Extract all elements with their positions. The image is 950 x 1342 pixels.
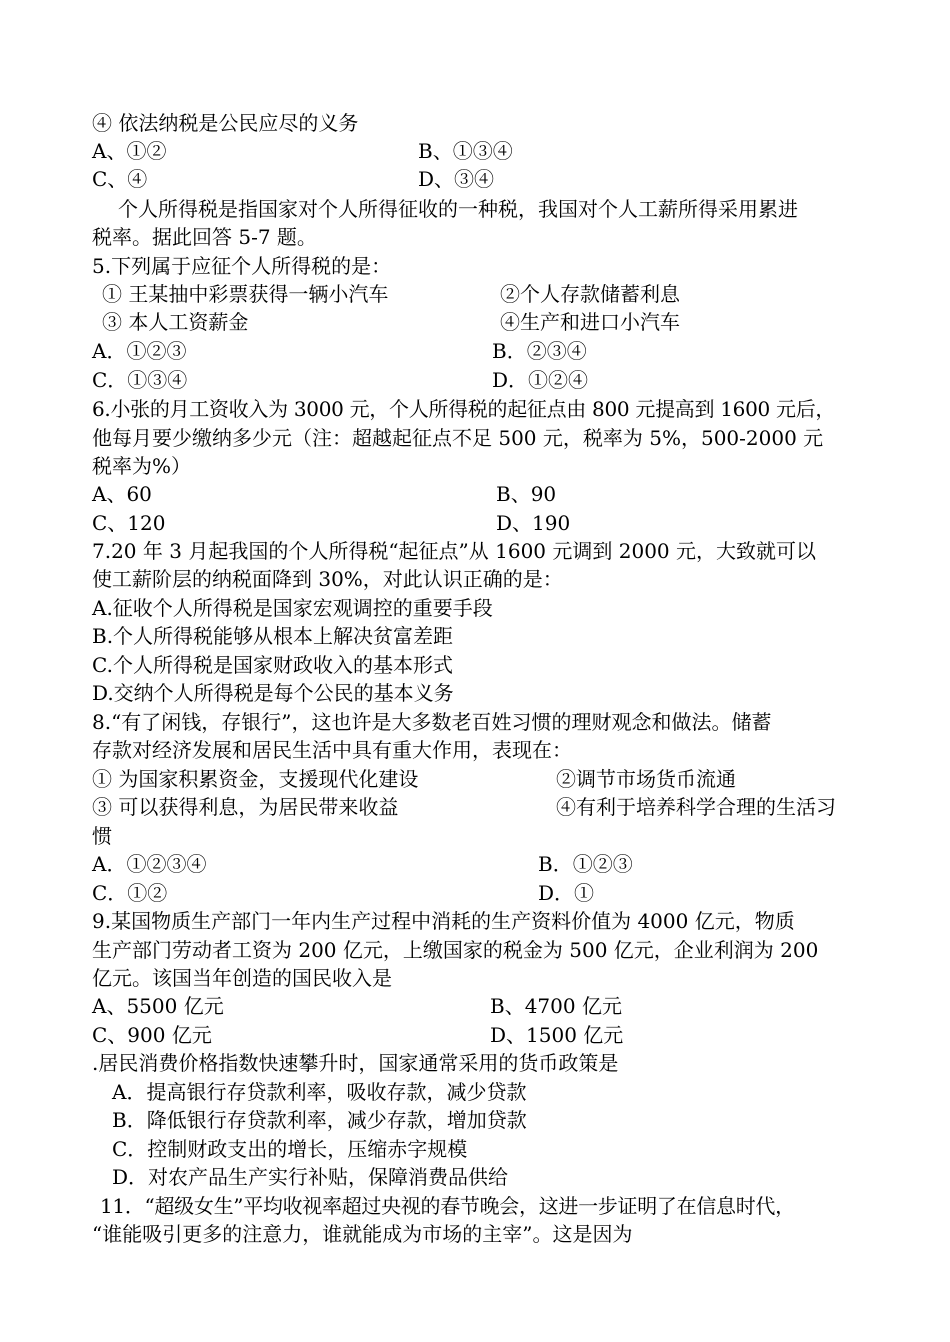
option-4-statement: ④ 依法纳税是公民应尽的义务	[92, 111, 359, 135]
q4-option-c: C、④	[92, 167, 148, 191]
q8-item-4-wrap: 惯	[92, 824, 112, 848]
q4-option-d: D、③④	[418, 167, 495, 191]
q11-stem-line-1: 11．“超级女生”平均收视率超过央视的春节晚会，这进一步证明了在信息时代，	[100, 1194, 795, 1218]
q11-stem-line-2: “谁能吸引更多的注意力，谁就能成为市场的主宰”。这是因为	[92, 1222, 633, 1246]
passage-line-2: 税率。据此回答 5-7 题。	[92, 225, 317, 249]
q7-option-a: A.征收个人所得税是国家宏观调控的重要手段	[92, 596, 493, 620]
q8-item-1: ① 为国家积累资金，支援现代化建设	[92, 767, 419, 791]
q9-option-c: C、900 亿元	[92, 1023, 212, 1047]
q5-option-d: D．①②④	[492, 368, 589, 392]
q7-option-c: C.个人所得税是国家财政收入的基本形式	[92, 653, 453, 677]
q5-item-2: ②个人存款储蓄利息	[500, 282, 680, 306]
passage-line-1: 个人所得税是指国家对个人所得征收的一种税，我国对个人工薪所得采用累进	[118, 197, 798, 221]
q5-option-c: C．①③④	[92, 368, 188, 392]
q10-option-d: D．对农产品生产实行补贴，保障消费品供给	[112, 1165, 509, 1189]
q6-option-d: D、190	[496, 511, 571, 535]
q5-stem: 5.下列属于应征个人所得税的是：	[92, 254, 392, 278]
q9-option-d: D、1500 亿元	[490, 1023, 624, 1047]
q4-option-a: A、①②	[92, 139, 167, 163]
q10-option-b: B．降低银行存贷款利率，减少存款，增加贷款	[112, 1108, 527, 1132]
q5-item-4: ④生产和进口小汽车	[500, 310, 680, 334]
q6-option-b: B、90	[496, 482, 557, 506]
q8-stem-line-1: 8.“有了闲钱，存银行”，这也许是大多数老百姓习惯的理财观念和做法。储蓄	[92, 710, 772, 734]
q8-item-2: ②调节市场货币流通	[556, 767, 736, 791]
q8-option-b: B．①②③	[538, 852, 633, 876]
q5-option-a: A．①②③	[92, 339, 187, 363]
q8-option-c: C．①②	[92, 881, 168, 905]
q8-item-4: ④有利于培养科学合理的生活习	[556, 795, 836, 819]
q4-option-b: B、①③④	[418, 139, 513, 163]
q7-stem-line-1: 7.20 年 3 月起我国的个人所得税“起征点”从 1600 元调到 2000 元，大致就可以	[92, 539, 817, 563]
q9-stem-line-3: 亿元。该国当年创造的国民收入是	[92, 966, 392, 990]
q10-stem: .居民消费价格指数快速攀升时，国家通常采用的货币政策是	[92, 1051, 619, 1075]
q7-option-d: D.交纳个人所得税是每个公民的基本义务	[92, 681, 454, 705]
q6-stem-line-3: 税率为%）	[92, 454, 192, 478]
q8-item-3: ③ 可以获得利息，为居民带来收益	[92, 795, 399, 819]
q8-stem-line-2: 存款对经济发展和居民生活中具有重大作用，表现在：	[92, 738, 572, 762]
q9-stem-line-1: 9.某国物质生产部门一年内生产过程中消耗的生产资料价值为 4000 亿元，物质	[92, 909, 795, 933]
q8-option-a: A．①②③④	[92, 852, 207, 876]
q5-item-3: ③ 本人工资薪金	[102, 310, 249, 334]
q7-option-b: B.个人所得税能够从根本上解决贫富差距	[92, 624, 454, 648]
q7-stem-line-2: 使工薪阶层的纳税面降到 30%，对此认识正确的是：	[92, 567, 563, 591]
q10-option-c: C．控制财政支出的增长，压缩赤字规模	[112, 1137, 468, 1161]
q6-stem-line-1: 6.小张的月工资收入为 3000 元，个人所得税的起征点由 800 元提高到 1600 元后，	[92, 397, 836, 421]
q9-option-b: B、4700 亿元	[490, 994, 622, 1018]
q5-option-b: B．②③④	[492, 339, 587, 363]
q9-option-a: A、5500 亿元	[92, 994, 224, 1018]
q6-option-a: A、60	[92, 482, 152, 506]
q6-stem-line-2: 他每月要少缴纳多少元（注：超越起征点不足 500 元，税率为 5%，500-2000 元	[92, 426, 824, 450]
q5-item-1: ① 王某抽中彩票获得一辆小汽车	[102, 282, 389, 306]
q9-stem-line-2: 生产部门劳动者工资为 200 亿元，上缴国家的税金为 500 亿元，企业利润为 200	[92, 938, 819, 962]
q10-option-a: A．提高银行存贷款利率，吸收存款，减少贷款	[112, 1080, 527, 1104]
q6-option-c: C、120	[92, 511, 166, 535]
q8-option-d: D．①	[538, 881, 595, 905]
